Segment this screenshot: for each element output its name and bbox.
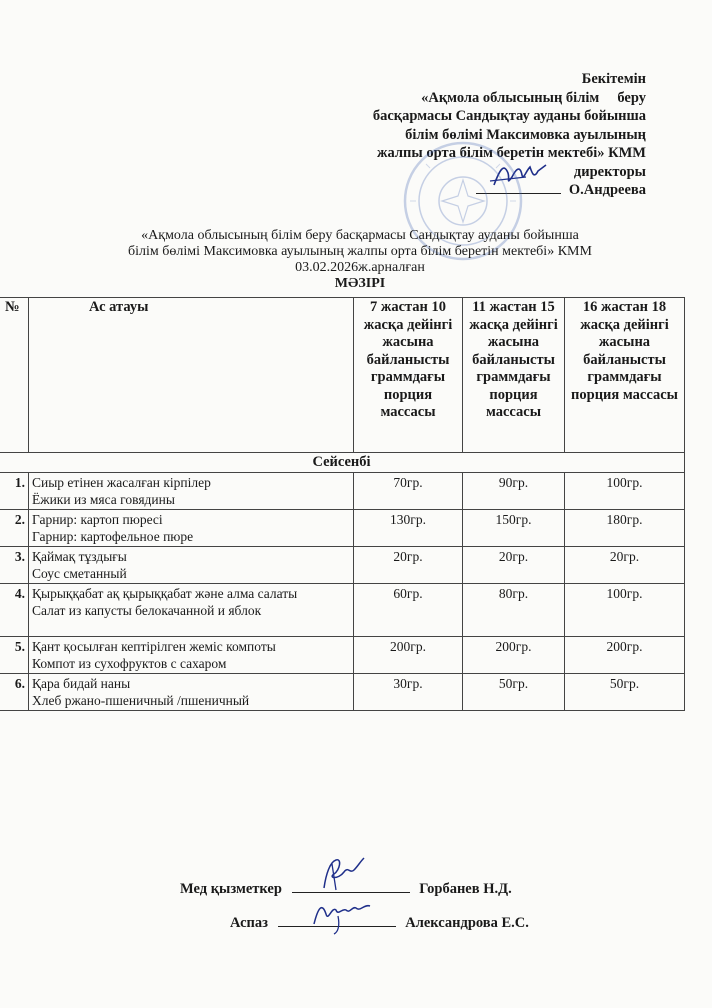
table-row: [0, 510, 685, 547]
med-signature-icon: [314, 854, 374, 894]
dish-name: [29, 674, 354, 711]
dish-name-ru: Соус сметанный: [32, 566, 127, 581]
menu-date: 03.02.2026ж.арналған: [295, 260, 425, 275]
header-portion-16-18: 16 жастан 18 жасқа дейінгі жасына байланысты граммдағы порция массасы: [565, 298, 685, 453]
row-index: 3.: [0, 547, 29, 584]
org-line: «Ақмола облысының білім беру басқармасы Сандықтау ауданы бойынша: [141, 228, 579, 243]
portion-16-18: 100гр.: [565, 473, 685, 510]
row-index: 2.: [0, 510, 29, 547]
portion-7-10: 70гр.: [354, 473, 463, 510]
dish-name: [29, 473, 354, 510]
approval-line: басқармасы Сандықтау ауданы бойынша: [372, 108, 646, 124]
org-line: білім бөлімі Максимовка ауылының жалпы орта білім беретін мектебі» КММ: [128, 244, 592, 259]
director-signature-icon: [486, 159, 556, 191]
dish-name: [29, 584, 354, 637]
dish-name-kz: Гарнир: картоп пюресі: [32, 512, 163, 527]
portion-16-18: 100гр.: [565, 584, 685, 637]
portion-11-15: 200гр.: [463, 637, 565, 674]
dish-name-ru: Ёжики из мяса говядины: [32, 492, 175, 507]
med-label: Мед қызметкер: [180, 881, 282, 897]
header-portion-11-15: 11 жастан 15 жасқа дейінгі жасына байланысты граммдағы порция массасы: [463, 298, 565, 453]
dish-name-ru: Хлеб ржано-пшеничный /пшеничный: [32, 693, 250, 708]
portion-7-10: 60гр.: [354, 584, 463, 637]
portion-7-10: 20гр.: [354, 547, 463, 584]
dish-name-kz: Сиыр етінен жасалған кірпілер: [32, 475, 211, 490]
approval-signer: О.Андреева: [568, 182, 646, 198]
dish-name-ru: Компот из сухофруктов с сахаром: [32, 656, 227, 671]
table-header-row: [0, 298, 685, 453]
approval-line: жалпы орта білім беретін мектебі» КММ: [377, 145, 646, 161]
portion-7-10: 200гр.: [354, 637, 463, 674]
approval-title: Бекітемін: [581, 71, 646, 87]
portion-11-15: 80гр.: [463, 584, 565, 637]
document-heading: [60, 228, 660, 292]
portion-7-10: 30гр.: [354, 674, 463, 711]
dish-name-ru: Гарнир: картофельное пюре: [32, 529, 194, 544]
row-index: 5.: [0, 637, 29, 674]
cook-label: Аспаз: [230, 915, 268, 931]
header-number: №: [0, 298, 29, 453]
portion-11-15: 150гр.: [463, 510, 565, 547]
row-index: 1.: [0, 473, 29, 510]
menu-table: [0, 297, 685, 711]
header-dish-name: Ас атауы: [29, 298, 354, 453]
day-row: [0, 453, 685, 473]
portion-7-10: 130гр.: [354, 510, 463, 547]
cook-name: Александрова Е.С.: [405, 915, 529, 931]
dish-name: [29, 510, 354, 547]
table-row: [0, 473, 685, 510]
portion-11-15: 20гр.: [463, 547, 565, 584]
row-index: 6.: [0, 674, 29, 711]
menu-title: МӘЗІРІ: [334, 276, 386, 291]
dish-name-kz: Қара бидай наны: [32, 676, 131, 691]
table-row: [0, 547, 685, 584]
approval-position: директоры: [573, 163, 646, 180]
dish-name: [29, 547, 354, 584]
portion-16-18: 50гр.: [565, 674, 685, 711]
approval-line: «Ақмола облысының білім беру: [421, 89, 646, 106]
cook-signature-icon: [308, 896, 378, 936]
row-index: 4.: [0, 584, 29, 637]
dish-name-kz: Қант қосылған кептірілген жеміс компоты: [32, 639, 276, 654]
med-name: Горбанев Н.Д.: [419, 881, 512, 897]
approval-signature-row: [286, 181, 646, 200]
dish-name: [29, 637, 354, 674]
portion-11-15: 50гр.: [463, 674, 565, 711]
day-label: Сейсенбі: [0, 453, 685, 473]
dish-name-kz: Қаймақ тұздығы: [32, 549, 127, 564]
table-row: [0, 674, 685, 711]
dish-name-kz: Қырыққабат ақ қырыққабат және алма салаты: [32, 586, 298, 601]
portion-16-18: 200гр.: [565, 637, 685, 674]
portion-16-18: 20гр.: [565, 547, 685, 584]
portion-16-18: 180гр.: [565, 510, 685, 547]
approval-block: [286, 70, 646, 200]
table-row: [0, 637, 685, 674]
approval-line: білім бөлімі Максимовка ауылының: [405, 126, 646, 143]
cook-signature-line: [278, 912, 396, 927]
dish-name-ru: Салат из капусты белокачанной и яблок: [32, 603, 262, 618]
header-portion-7-10: 7 жастан 10 жасқа дейінгі жасына байланысты граммдағы порция массасы: [354, 298, 463, 453]
table-row: [0, 584, 685, 637]
portion-11-15: 90гр.: [463, 473, 565, 510]
med-signature-line: [292, 878, 410, 893]
signature-line: [476, 181, 561, 194]
